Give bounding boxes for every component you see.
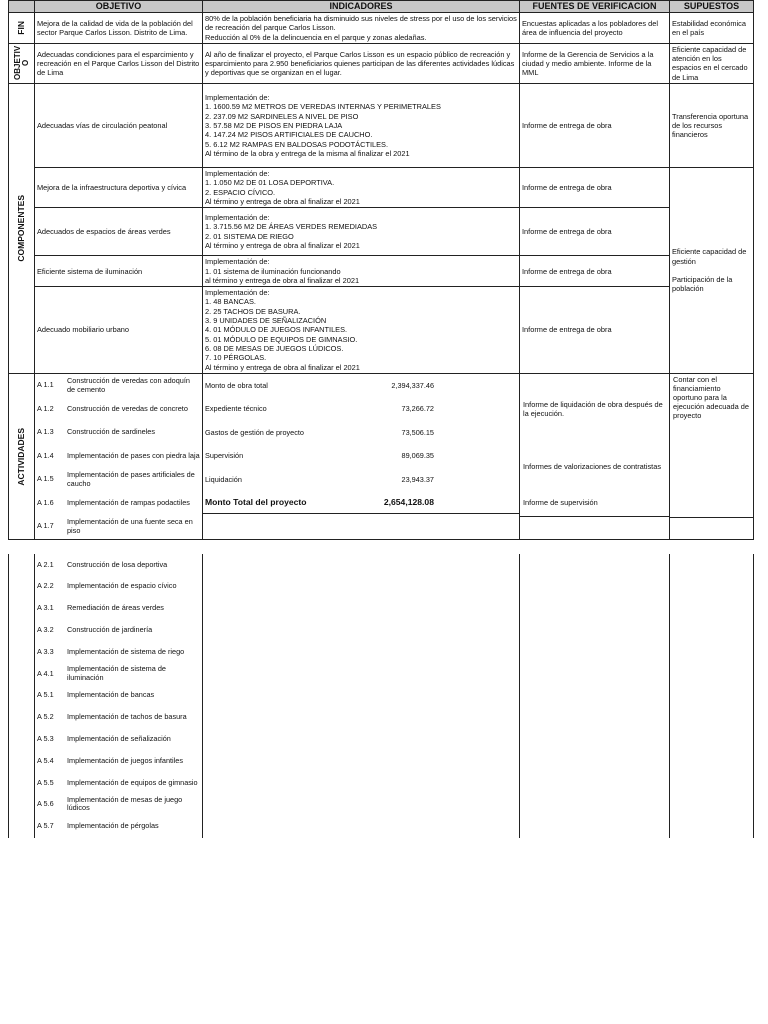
componente-indicador: Implementación de: 1. 1.050 M2 DE 01 LOSA DEPORTIVA. 2. ESPACIO CÍVICO. Al término y entrega de obra al finalizar el 2021 [203,168,520,208]
actividad-label: Implementación de mesas de juego lúdicos [67,795,183,813]
actividad-item [35,491,202,515]
actividades-list-2 [35,554,203,838]
costo-item [203,421,519,445]
componente-objetivo: Adecuadas vías de circulación peatonal [35,84,203,168]
costo-total [203,491,519,513]
actividades-supuesto: Contar con el financiamiento oportuno para la ejecución adecuada de proyecto [673,374,750,420]
proposito-indicador: Al año de finalizar el proyecto, el Parque Carlos Lisson es un espacio público de recreación y esparcimiento para 2.950 beneficiarios quienes participan de las diferentes actividades lúdicas y deportivas que se organizan en el lugar. [203,43,520,83]
actividades-supuesto-cell [670,373,754,539]
fin-supuesto: Estabilidad económica en el país [670,13,754,44]
proposito-fuente: Informe de la Gerencia de Servicios a la ciudad y medio ambiente. Informe de la MML [520,43,670,83]
componentes-label-cell [9,84,35,374]
componente-row [9,256,754,287]
costo-amount: 89,069.35 [401,451,434,461]
fin-objetivo: Mejora de la calidad de vida de la población del sector Parque Carlos Lisson. Distrito de Lima. [35,13,203,44]
marco-logico-table [8,0,754,540]
actividad-label: Implementación de rampas podactiles [67,497,190,507]
componente-objetivo: Adecuado mobiliario urbano [35,287,203,374]
actividad-code: A 1.2 [37,403,54,413]
actividades-continuation-table [8,554,754,838]
actividad-item [35,515,202,539]
actividad-fuente: Informe de supervisión [523,498,598,508]
actividad-item [35,444,202,468]
actividad-code: A 5.6 [37,799,54,809]
actividad-code: A 1.5 [37,474,54,484]
actividad-label: Implementación de pases artificiales de caucho [67,470,195,488]
actividad-label: Remediación de áreas verdes [67,603,164,613]
actividad-code: A 5.1 [37,690,54,700]
componentes-supuesto-shared: Eficiente capacidad de gestión Participación de la población [670,168,754,374]
actividad-code: A 1.7 [37,521,54,531]
actividad-code: A 5.2 [37,712,54,722]
costo-label: Gastos de gestión de proyecto [205,427,304,437]
actividad-item [35,728,202,750]
header-indicadores: INDICADORES [203,1,520,13]
actividad-item [35,421,202,445]
componente-indicador: Implementación de: 1. 1600.59 M2 METROS DE VEREDAS INTERNAS Y PERIMETRALES 2. 237.09 M2 SARDINELES A NIVEL DE PISO 3. 57.58 M2 DE PISOS EN PIEDRA LAJA 4. 147.24 M2 PISOS ARTIFICIALES DE CAUCHO. 5. 6.12 M2 RAMPAS EN BALDOSAS PODOTÁCTILES. Al término de la obra y entrega de la misma al finalizar el 2021 [203,84,520,168]
actividad-code: A 1.4 [37,450,54,460]
actividades-row [9,373,754,539]
header-row [9,1,754,13]
actividad-item [35,750,202,772]
fin-fuente: Encuestas aplicadas a los pobladores del área de influencia del proyecto [520,13,670,44]
actividad-label: Implementación de equipos de gimnasio [67,777,198,787]
actividad-code: A 1.6 [37,497,54,507]
actividad-item [35,815,202,837]
actividad-item [35,597,202,619]
marco-logico-page [8,0,753,838]
actividades-list [35,373,203,539]
actividad-fuente: Informe de liquidación de obra después de la ejecución. [523,399,663,418]
actividad-label: Construcción de veredas de concreto [67,403,188,413]
actividad-label: Implementación de espacio cívico [67,581,177,591]
componente-objetivo: Adecuados de espacios de áreas verdes [35,208,203,256]
proposito-supuesto: Eficiente capacidad de atención en los espacios en el cercado de Lima [670,43,754,83]
actividad-item [35,706,202,728]
componente-fuente: Informe de entrega de obra [520,84,670,168]
actividad-label: Implementación de bancas [67,690,155,700]
componente-objetivo: Eficiente sistema de iluminación [35,256,203,287]
componente-row [9,208,754,256]
costo-amount: 2,394,337.46 [391,380,434,390]
actividad-item [35,772,202,794]
costo-item [203,374,519,398]
fin-indicador: 80% de la población beneficiaria ha disminuido sus niveles de stress por el uso de los servicios de recreación del parque Carlos Lisson. Reducción al 0% de la delincuencia en el parque y zonas aledañas. [203,13,520,44]
actividad-label: Implementación de una fuente seca en piso [67,517,193,535]
costo-label: Expediente técnico [205,404,267,414]
componente-indicador: Implementación de: 1. 01 sistema de iluminación funcionando al término y entrega de obra al finalizar el 2021 [203,256,520,287]
actividad-item [35,663,202,685]
actividad-code: A 5.4 [37,755,54,765]
actividades-label: ACTIVIDADES [16,427,26,486]
actividad-item [35,468,202,492]
supuesto-empty-cell [670,517,753,539]
actividad-code: A 3.1 [37,603,54,613]
componente-row [9,168,754,208]
header-objetivo: OBJETIVO [35,1,203,13]
actividad-label: Construcción de losa deportiva [67,559,168,569]
side-blank [9,554,35,838]
actividad-code: A 1.3 [37,427,54,437]
actividad-label: Construcción de sardineles [67,427,156,437]
actividad-item [35,397,202,421]
costo-amount: 23,943.37 [401,474,434,484]
actividad-item [35,641,202,663]
componente-fuente: Informe de entrega de obra [520,168,670,208]
fin-label-cell [9,13,35,44]
supuestos-blank [670,554,754,838]
costo-item [203,444,519,468]
header-fuentes: FUENTES DE VERIFICACION [520,1,670,13]
header-supuestos: SUPUESTOS [670,1,754,13]
actividad-item [35,685,202,707]
fuente-empty-cell [520,516,669,538]
costo-amount: 73,266.72 [401,404,434,414]
costo-total-label: Monto Total del proyecto [205,496,307,507]
componente-indicador: Implementación de: 1. 3.715.56 M2 DE ÁREAS VERDES REMEDIADAS 2. 01 SISTEMA DE RIEGO Al término y entrega de obra al finalizar el 2021 [203,208,520,256]
actividad-label: Implementación de juegos infantiles [67,755,184,765]
costos-list [203,373,520,539]
actividad-code: A 5.3 [37,733,54,743]
componente-row [9,84,754,168]
proposito-row [9,43,754,83]
proposito-label-cell [9,43,35,83]
actividad-code: A 5.5 [37,777,54,787]
fin-row [9,13,754,44]
costo-empty-cell [203,513,519,535]
actividad-label: Implementación de pérgolas [67,821,159,831]
componente-fuente: Informe de entrega de obra [520,287,670,374]
costo-item [203,397,519,421]
actividad-code: A 3.3 [37,646,54,656]
componente-supuesto: Transferencia oportuna de los recursos financieros [670,84,754,168]
componente-indicador: Implementación de: 1. 48 BANCAS. 2. 25 TACHOS DE BASURA. 3. 9 UNIDADES DE SEÑALIZACIÓN 4. 01 MÓDULO DE JUEGOS INFANTILES. 5. 01 MÓDULO DE EQUIPOS DE GIMNASIO. 6. 08 DE MESAS DE JUEGOS LÚDICOS. 7. 10 PÉRGOLAS. Al término y entrega de obra al finalizar el 2021 [203,287,520,374]
costo-item [203,468,519,492]
fin-label: FIN [16,21,26,35]
actividad-label: Construcción de jardinería [67,624,153,634]
costo-label: Supervisión [205,451,244,461]
componente-fuente: Informe de entrega de obra [520,208,670,256]
actividad-code: A 1.1 [37,380,54,390]
actividad-item [35,794,202,816]
actividad-item [35,554,202,576]
actividad-item [35,619,202,641]
actividad-label: Construcción de veredas con adoquín de cemento [67,376,190,394]
proposito-label: OBJETIV O [12,46,30,81]
fuentes-blank [520,554,670,838]
actividad-label: Implementación de tachos de basura [67,712,187,722]
actividad-label: Implementación de señalización [67,733,171,743]
supuesto-blank [670,421,753,517]
actividad-item [35,576,202,598]
componente-fuente: Informe de entrega de obra [520,256,670,287]
corner-cell [9,1,35,13]
actividad-code: A 2.2 [37,581,54,591]
proposito-objetivo: Adecuadas condiciones para el esparcimiento y recreación en el Parque Carlos Lisson del Distrito de Lima [35,43,203,83]
actividad-code: A 4.1 [37,668,54,678]
actividad-item [35,374,202,398]
actividades-continuation-row [9,554,754,838]
actividades-fuentes [520,373,670,539]
costo-total-amount: 2,654,128.08 [383,496,434,507]
actividad-code: A 5.7 [37,821,54,831]
costo-amount: 73,506.15 [401,427,434,437]
indicadores-blank [203,554,520,838]
actividad-label: Implementación de pases con piedra laja [67,450,200,460]
actividad-label: Implementación de sistema de riego [67,646,185,656]
componente-objetivo: Mejora de la infraestructura deportiva y cívica [35,168,203,208]
componentes-label: COMPONENTES [16,195,26,262]
actividades-label-cell [9,373,35,539]
costo-label: Monto de obra total [205,380,268,390]
componente-row [9,287,754,374]
costo-label: Liquidación [205,474,242,484]
actividad-code: A 3.2 [37,624,54,634]
actividad-code: A 2.1 [37,559,54,569]
actividad-fuente: Informes de valorizaciones de contratistas [523,462,662,472]
actividad-label: Implementación de sistema de iluminación [67,664,166,682]
